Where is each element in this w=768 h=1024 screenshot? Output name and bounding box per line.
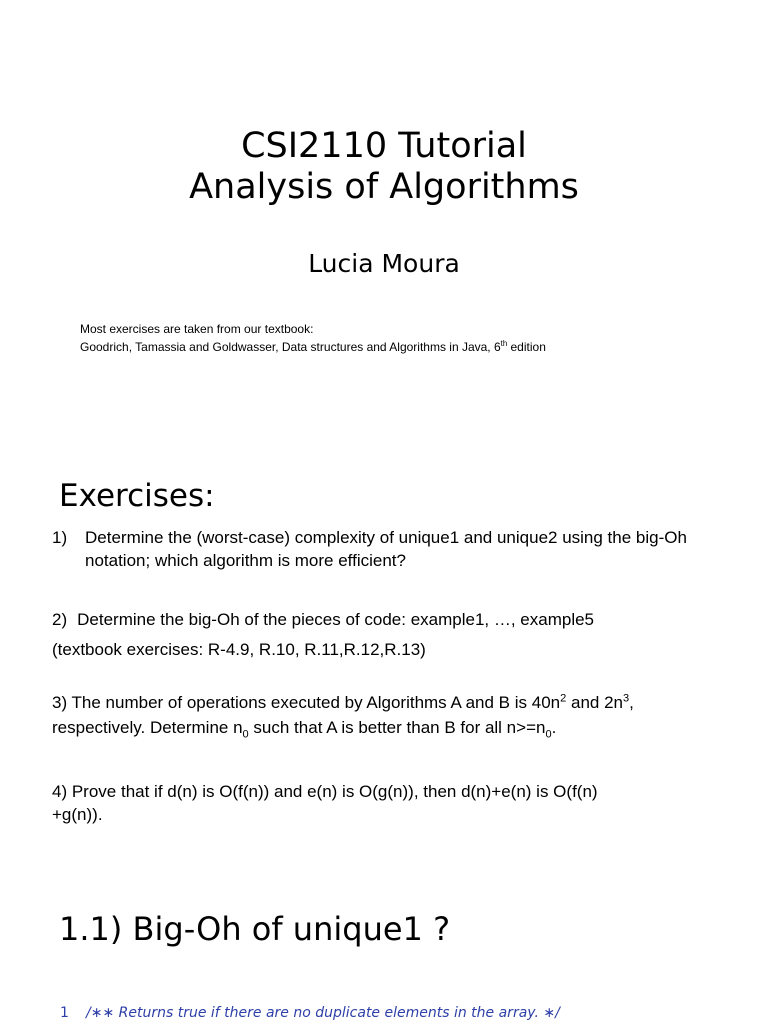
source-text: Goodrich, Tamassia and Goldwasser, Data structures and Algorithms in Java, 6 — [80, 340, 501, 354]
exercise-3-text-c: , — [629, 693, 634, 712]
exponent-3: 3 — [623, 692, 630, 705]
exercise-2-line-1 — [52, 608, 720, 631]
exercise-1 — [52, 526, 720, 572]
exercise-3-line-2 — [52, 715, 720, 740]
exponent-2: 2 — [560, 692, 567, 705]
title-slide — [0, 0, 768, 450]
subscript-0-b: 0 — [545, 728, 552, 741]
author-name: Lucia Moura — [308, 249, 460, 278]
source-text-end: edition — [507, 340, 546, 354]
exercise-3-text-f: . — [551, 718, 557, 737]
slide-title — [0, 126, 768, 208]
exercise-3-text-e: such that A is better than B for all n>=n — [248, 718, 546, 737]
title-line-1: CSI2110 Tutorial — [241, 126, 527, 166]
exercises-heading: Exercises: — [59, 478, 215, 514]
exercise-2-text: Determine the big-Oh of the pieces of code: example1, …, example5 — [77, 610, 595, 629]
edition-superscript: th — [500, 339, 508, 348]
source-line-2 — [80, 338, 546, 356]
unique1-heading: 1.1) Big-Oh of unique1 ? — [59, 910, 451, 948]
exercise-4-line-2: +g(n)). — [52, 805, 103, 824]
title-line-2: Analysis of Algorithms — [189, 167, 579, 207]
exercise-3 — [52, 690, 720, 740]
exercises-slide — [0, 452, 768, 852]
exercise-2 — [52, 608, 720, 661]
exercise-3-text-a: 3) The number of operations executed by Algorithms A and B is 40n — [52, 693, 561, 712]
unique1-slide — [0, 884, 768, 1024]
subscript-0: 0 — [242, 728, 249, 741]
source-line-1: Most exercises are taken from our textbook: — [80, 322, 314, 336]
exercise-4 — [52, 780, 720, 826]
code-comment: /∗∗ Returns true if there are no duplicate elements in the array. ∗/ — [86, 1005, 560, 1021]
exercise-3-text-d: respectively. Determine n — [52, 718, 243, 737]
exercise-2-number: 2) — [52, 610, 68, 629]
exercise-1-text: Determine the (worst-case) complexity of unique1 and unique2 using the big-Oh notation; which algorithm is more efficient? — [85, 528, 687, 570]
code-line — [60, 1005, 560, 1021]
source-note — [80, 320, 546, 356]
exercise-3-line-1 — [52, 690, 720, 715]
exercise-1-number: 1) — [52, 528, 68, 547]
exercise-4-line-1: 4) Prove that if d(n) is O(f(n)) and e(n) is O(g(n)), then d(n)+e(n) is O(f(n) — [52, 782, 598, 801]
code-line-number: 1 — [60, 1005, 69, 1021]
exercise-3-text-b: and 2n — [566, 693, 623, 712]
exercise-2-line-2: (textbook exercises: R-4.9, R.10, R.11,R.12,R.13) — [52, 640, 426, 659]
